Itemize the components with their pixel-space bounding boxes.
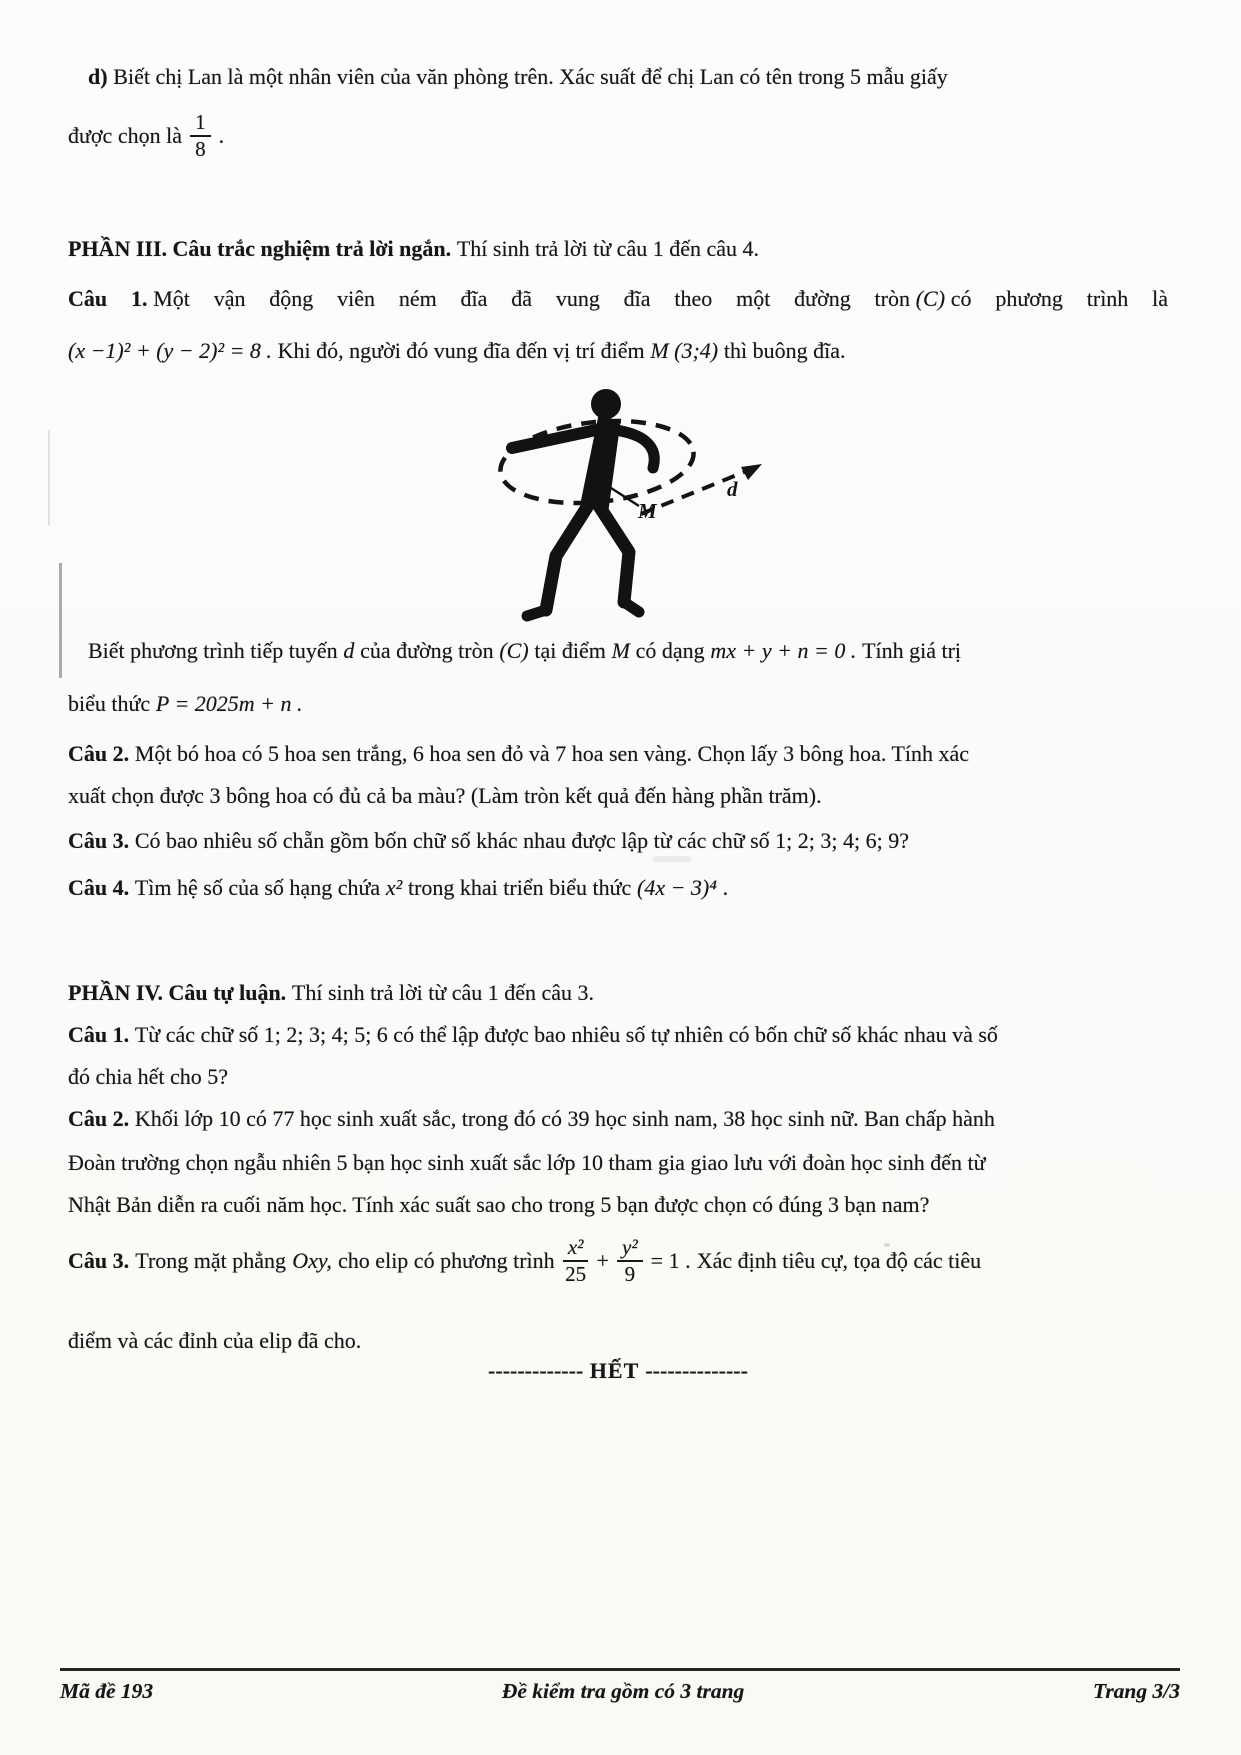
footer-page-number: Trang 3/3	[1092, 1679, 1180, 1703]
part4-q3-label: Câu 3.	[68, 1248, 130, 1273]
scan-edge-line	[48, 430, 50, 525]
page-footer	[60, 1668, 1180, 1704]
part3-q1-label: Câu 1.	[68, 286, 148, 311]
part3-q1-line4	[68, 689, 1168, 719]
part4-q2-line3	[68, 1190, 1168, 1220]
part3-q4-line1	[68, 873, 1168, 903]
scan-edge-mark	[59, 563, 62, 678]
part4-q2-text2: Đoàn trường chọn ngẫu nhiên 5 bạn học sinh xuất sắc lớp 10 tham gia giao lưu với đoàn học sinh đến từ	[68, 1150, 986, 1175]
part4-q2-text1: Khối lớp 10 có 77 học sinh xuất sắc, trong đó có 39 học sinh nam, 38 học sinh nữ. Ban chấp hành	[134, 1106, 995, 1131]
part4-heading	[68, 978, 1168, 1008]
question-d-line1	[68, 62, 1168, 92]
plus-sign: +	[596, 1248, 609, 1273]
end-label: HẾT	[589, 1358, 639, 1383]
part3-q1-line2-text2: thì buông đĩa.	[723, 338, 846, 363]
part4-heading-note: Thí sinh trả lời từ câu 1 đến câu 3.	[291, 980, 595, 1005]
part4-q3-text-a: Trong mặt phẳng	[135, 1248, 287, 1273]
part3-q2-text1: Một bó hoa có 5 hoa sen trắng, 6 hoa sen đỏ và 7 hoa sen vàng. Chọn lấy 3 bông hoa. Tính xác	[134, 741, 970, 766]
part3-q1-line3	[68, 636, 1168, 666]
tangent-text-a: Biết phương trình tiếp tuyến	[88, 638, 338, 663]
part4-q2-text3: Nhật Bản diễn ra cuối năm học. Tính xác suất sao cho trong 5 bạn được chọn có đúng 3 bạn nam?	[68, 1192, 930, 1217]
question-d-line2-suffix: .	[218, 123, 225, 148]
part4-q1-line2	[68, 1062, 1168, 1092]
fraction-numerator: 1	[190, 111, 211, 137]
fraction-y2-over-9	[617, 1236, 643, 1285]
part4-q1-text1: Từ các chữ số 1; 2; 3; 4; 5; 6 có thể lập được bao nhiêu số tự nhiên có bốn chữ số khác nhau và số	[134, 1022, 998, 1047]
tangent-line-equation: mx + y + n = 0 .	[710, 638, 857, 663]
oxy-plane-symbol: Oxy,	[292, 1248, 332, 1273]
part3-q4-text-b: trong khai triển biểu thức	[407, 875, 632, 900]
footer-exam-code: Mã đề 193	[60, 1679, 154, 1703]
x-squared-symbol: x²	[385, 875, 403, 900]
fraction-y2-numerator: y²	[617, 1236, 643, 1262]
part3-q1-line1	[68, 284, 1168, 314]
footer-center-note: Đề kiểm tra gồm có 3 trang	[501, 1679, 745, 1703]
tangent-text-e: tại điểm	[534, 638, 606, 663]
part4-q1-label: Câu 1.	[68, 1022, 130, 1047]
part3-heading	[68, 234, 1168, 264]
part4-q3-line2	[68, 1326, 1168, 1356]
arrow-d-label: d	[727, 477, 738, 501]
part4-q2-line1	[68, 1104, 1168, 1134]
part3-q3-line1	[68, 826, 1168, 856]
part4-q3-text-c: Xác định tiêu cự, tọa độ các tiêu	[696, 1248, 982, 1273]
fraction-one-eighth	[190, 111, 211, 160]
part4-q2-label: Câu 2.	[68, 1106, 130, 1131]
part3-q1-circle-symbol: (C)	[915, 286, 946, 311]
end-dashes-left: -------------	[488, 1358, 584, 1383]
part4-q2-line2	[68, 1148, 1168, 1178]
equals-one: = 1 .	[650, 1248, 691, 1273]
part3-q1-text-b: có phương trình là	[950, 286, 1169, 311]
part4-q1-line1	[68, 1020, 1168, 1050]
tangent-m-symbol: M	[611, 638, 630, 663]
fraction-denominator: 8	[195, 137, 206, 161]
part3-q4-text-a: Tìm hệ số của số hạng chứa	[134, 875, 381, 900]
part4-q1-text2: đó chia hết cho 5?	[68, 1064, 229, 1089]
part4-heading-title: PHẦN IV. Câu tự luận.	[68, 980, 287, 1005]
end-marker	[68, 1356, 1168, 1386]
tangent-text-g: Tính giá trị	[862, 638, 962, 663]
fraction-25-denominator: 25	[565, 1262, 587, 1286]
part3-q4-label: Câu 4.	[68, 875, 130, 900]
fraction-x2-over-25	[563, 1236, 589, 1285]
point-m-coordinates: M (3;4)	[650, 338, 719, 363]
scan-noise-dot	[884, 1243, 890, 1247]
fraction-x2-numerator: x²	[563, 1236, 589, 1262]
part3-q4-period: .	[722, 875, 729, 900]
part4-q3-text-b: cho elip có phương trình	[338, 1248, 555, 1273]
part4-q3-text2: điểm và các đỉnh của elip đã cho.	[68, 1328, 362, 1353]
part4-q3-line1	[68, 1222, 1168, 1300]
question-d-line2	[68, 106, 1168, 166]
part3-heading-note: Thí sinh trả lời từ câu 1 đến câu 4.	[456, 236, 760, 261]
scan-smudge	[652, 856, 692, 862]
part3-q3-text: Có bao nhiêu số chẵn gồm bốn chữ số khác nhau được lập từ các chữ số 1; 2; 3; 4; 6; 9?	[134, 828, 910, 853]
tangent-text-b: của đường tròn	[360, 638, 494, 663]
expression-text: biểu thức	[68, 691, 151, 716]
part3-q2-line1	[68, 739, 1168, 769]
question-d-line2-prefix: được chọn là	[68, 123, 182, 148]
part3-q2-text2: xuất chọn được 3 bông hoa có đủ cả ba màu? (Làm tròn kết quả đến hàng phần trăm).	[68, 783, 822, 808]
tangent-text-f: có dạng	[635, 638, 705, 663]
part3-heading-title: PHẦN III. Câu trắc nghiệm trả lời ngắn.	[68, 236, 452, 261]
end-dashes-right: --------------	[645, 1358, 748, 1383]
question-d-label: d)	[88, 64, 108, 89]
question-d-text: Biết chị Lan là một nhân viên của văn phòng trên. Xác suất để chị Lan có tên trong 5 mẫu giấy	[113, 64, 948, 89]
fraction-9-denominator: 9	[624, 1262, 636, 1286]
part3-q1-line2-text: Khi đó, người đó vung đĩa đến vị trí điểm	[277, 338, 645, 363]
p-expression: P = 2025m + n .	[155, 691, 303, 716]
part3-q2-line2	[68, 781, 1168, 811]
circle-equation: (x −1)² + (y − 2)² = 8 .	[68, 338, 272, 363]
part3-q2-label: Câu 2.	[68, 741, 130, 766]
discus-thrower-drawing	[415, 360, 815, 626]
tangent-d-symbol: d	[343, 638, 355, 663]
point-m-label: M	[638, 499, 657, 523]
discus-thrower-figure	[415, 360, 815, 626]
part3-q3-label: Câu 3.	[68, 828, 130, 853]
binomial-expression: (4x − 3)⁴	[637, 875, 717, 900]
tangent-circle-symbol: (C)	[499, 638, 529, 663]
part3-q1-text-a: Một vận động viên ném đĩa đã vung đĩa theo một đường tròn	[153, 286, 910, 311]
